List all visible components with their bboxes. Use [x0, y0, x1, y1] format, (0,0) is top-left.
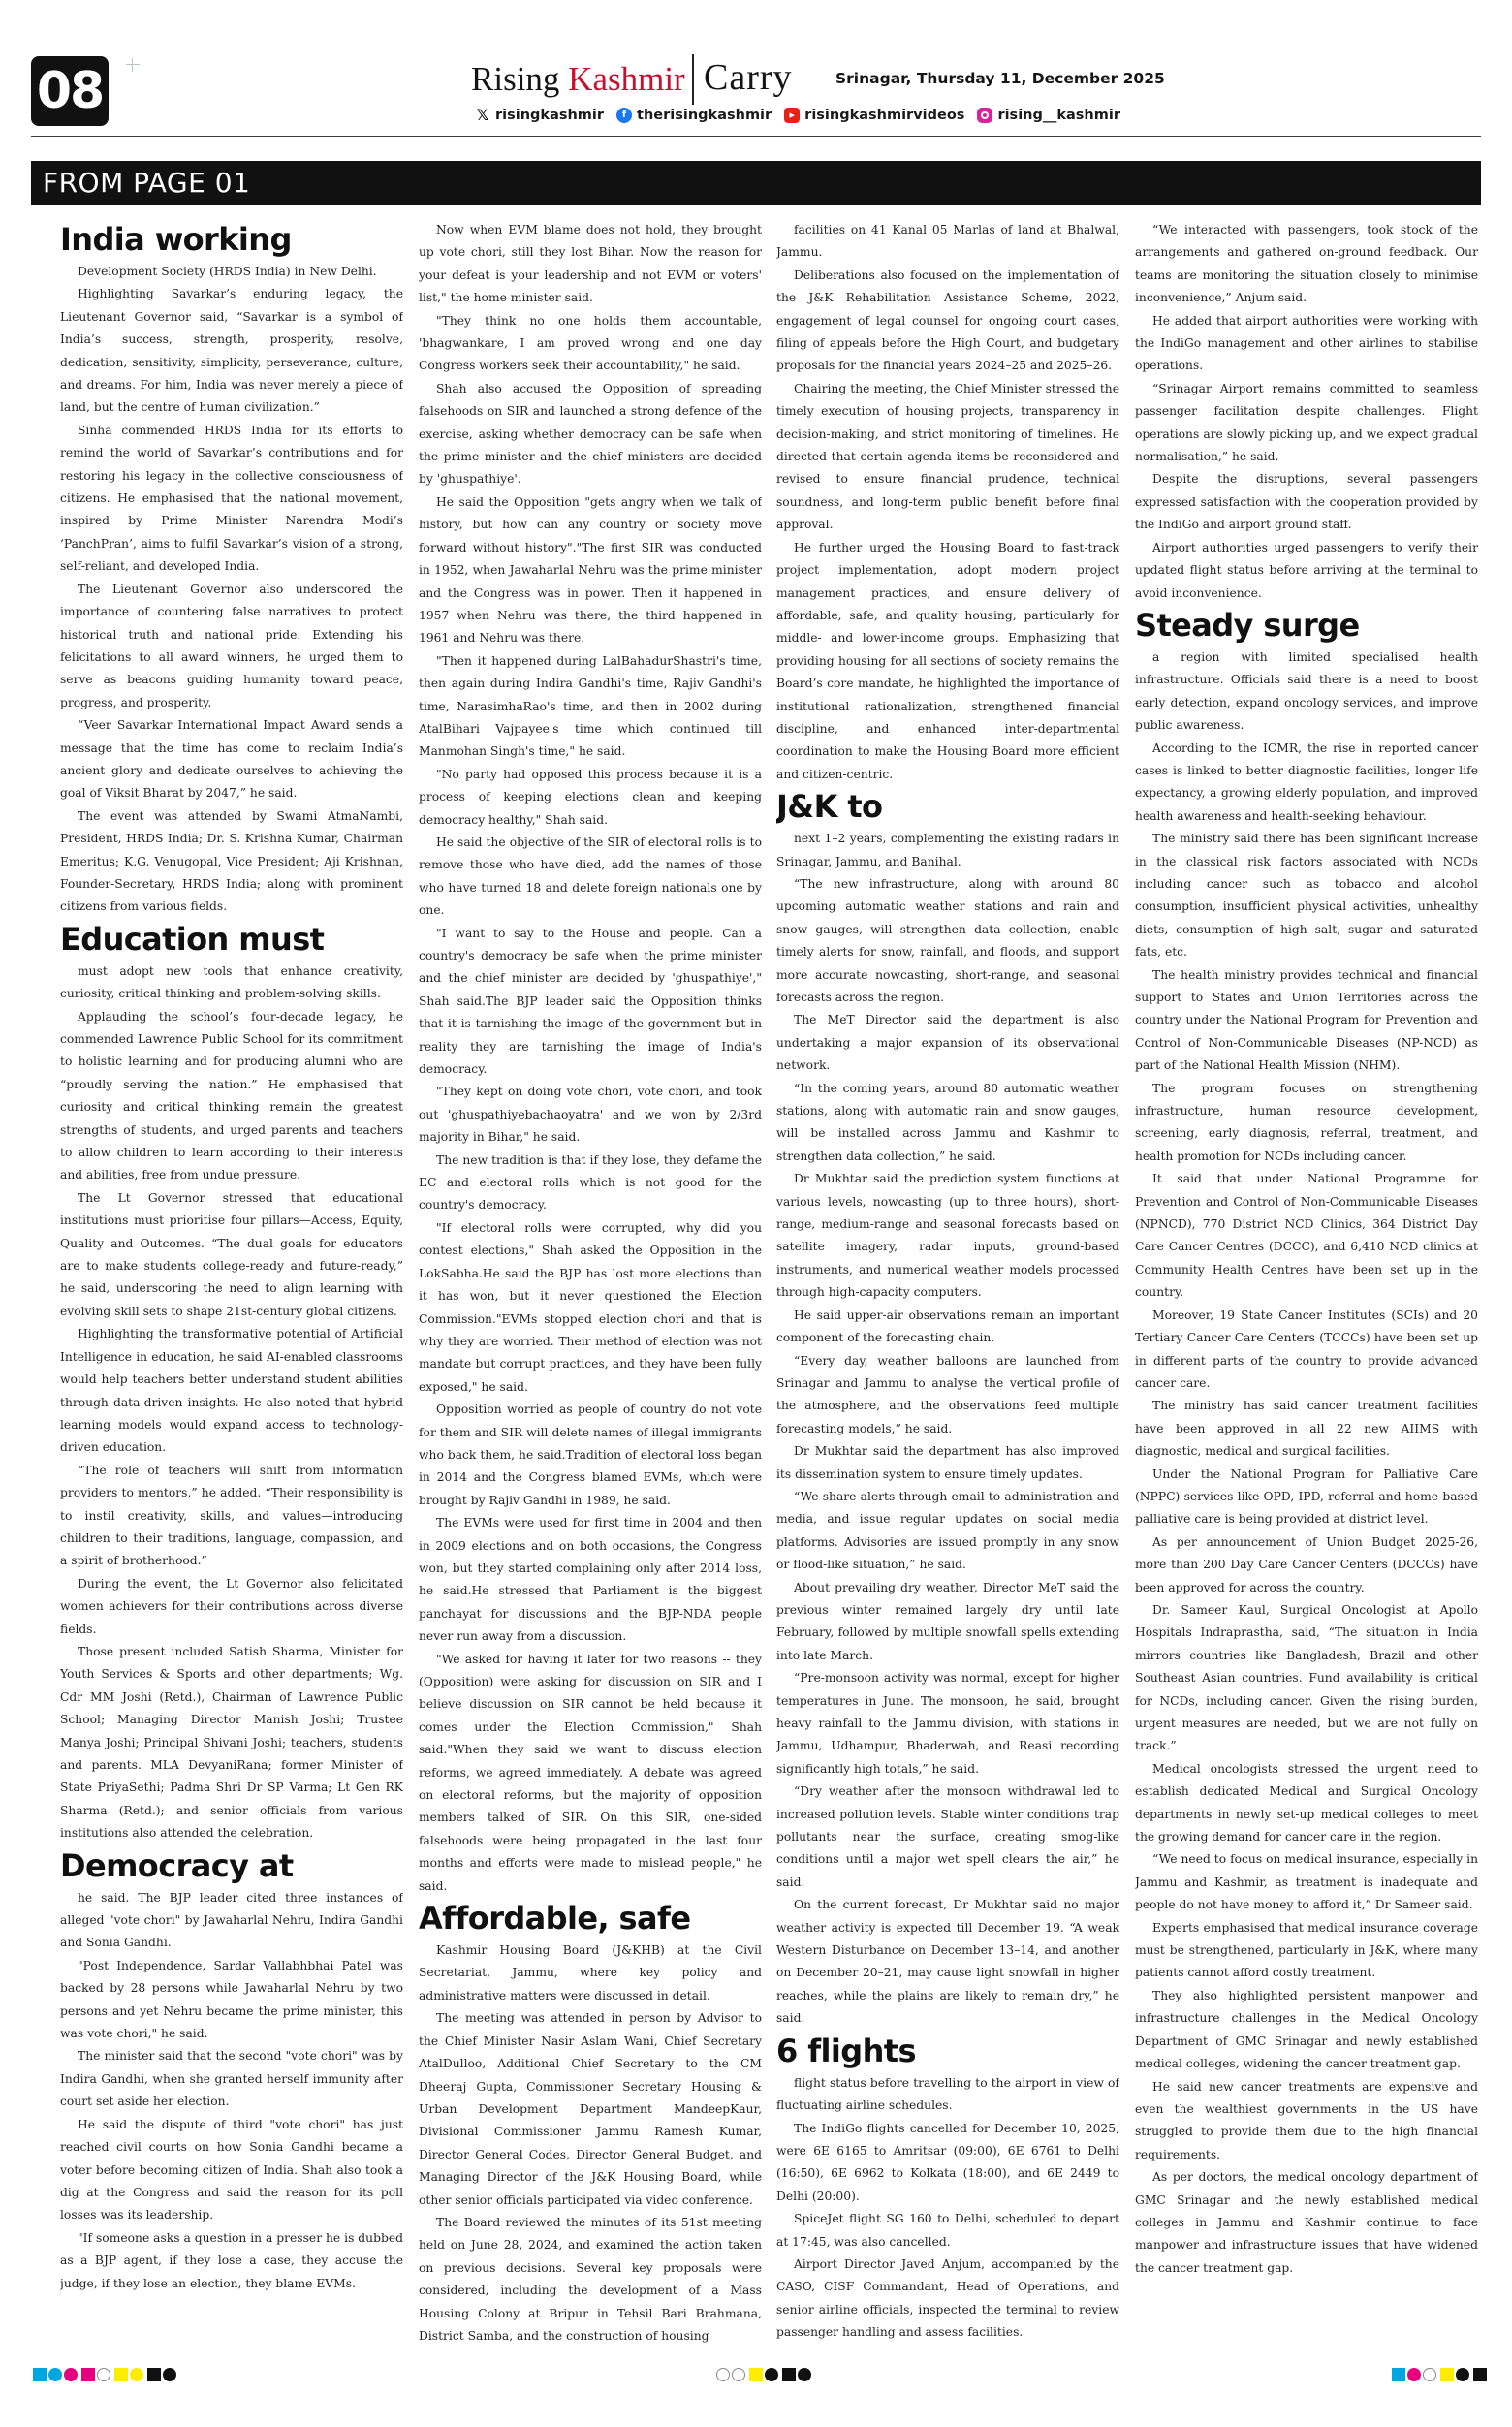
- print-color-bar-right: [1392, 2368, 1487, 2381]
- article-paragraph: The program focuses on strengthening infrastructure, human resource development, screening, early diagnosis, referral, treatment, and health promotion for NCDs including cancer.: [1135, 1081, 1478, 1163]
- instagram-icon: [977, 108, 992, 123]
- article-paragraph: Now when EVM blame does not hold, they brought up vote chori, still they lost Bihar. Now the reason for your defeat is your leadership and not EVM or voters' list," the home minister said.: [419, 223, 762, 305]
- article-paragraph: As per announcement of Union Budget 2025-26, more than 200 Day Care Cancer Centers (DCCCs) have been approved for across the country.: [1135, 1534, 1478, 1594]
- article-paragraph: Dr Mukhtar said the prediction system functions at various levels, nowcasting (up to three hours), short-range, medium-range and seasonal forecasts based on satellite imagery, radar inputs, ground-based instruments, and numerical weather models processed through high-capacity computers.: [776, 1172, 1119, 1300]
- article-paragraph: During the event, the Lt Governor also felicitated women achievers for their contributions across diverse fields.: [60, 1576, 403, 1636]
- article-paragraph: He said the objective of the SIR of electoral rolls is to remove those who have died, add the names of those who have turned 18 and delete foreign nationals one by one.: [419, 835, 762, 918]
- social-handle: rising__kashmir: [997, 108, 1120, 123]
- page-number: 08: [31, 56, 109, 126]
- social-instagram[interactable]: [977, 108, 1120, 123]
- article-paragraph: “The role of teachers will shift from information providers to mentors,” he added. “Their responsibility is to instil creativity, skills, and values—introducing children to their traditions, language, compassion, and a spirit of brotherhood.”: [60, 1463, 403, 1568]
- article-paragraph: “We interacted with passengers, took stock of the arrangements and gathered on-ground feedback. Our teams are monitoring the situation closely to minimise inconvenience,” Anjum said.: [1135, 223, 1478, 305]
- article-paragraph: Kashmir Housing Board (J&KHB) at the Civil Secretariat, Jammu, where key policy and administrative matters were discussed in detail.: [419, 1943, 762, 2002]
- section-banner: FROM PAGE 01: [31, 161, 1481, 205]
- article-paragraph: “Srinagar Airport remains committed to seamless passenger facilitation despite challenges. Flight operations are slowly picking up, and we expect gradual normalisation,” he said.: [1135, 381, 1478, 464]
- article-paragraph: a region with limited specialised health infrastructure. Officials said there is a need to boost early detection, expand oncology services, and improve public awareness.: [1135, 649, 1478, 733]
- article-paragraph: Highlighting the transformative potential of Artificial Intelligence in education, he said AI-enabled classrooms would help teachers better understand student abilities through data-driven insights. He also noted that hybrid learning models would expand access to technology-driven education.: [60, 1327, 403, 1455]
- article-paragraph: "They think no one holds them accountable, 'bhagwankare, I am proved wrong and one day Congress workers seek their accountability," he said.: [419, 313, 762, 373]
- article-paragraph: Applauding the school’s four-decade legacy, he commended Lawrence Public School for its commitment to holistic learning and for producing alumni who are “proudly serving the nation.” He emphasised that curiosity and critical thinking remain the greatest strengths of students, and urged parents and teachers to allow children to learn according to their interests and abilities, free from undue pressure.: [60, 1009, 403, 1182]
- article-paragraph: Despite the disruptions, several passengers expressed satisfaction with the cooperation provided by the IndiGo and airport ground staff.: [1135, 472, 1478, 532]
- article-paragraph: “We share alerts through email to administration and media, and issue regular updates on social media platforms. Advisories are issued promptly in any snow or flood-like situation,” he said.: [776, 1489, 1119, 1572]
- article-paragraph: Highlighting Savarkar’s enduring legacy, the Lieutenant Governor said, “Savarkar is a symbol of India’s success, strength, prosperity, resolve, dedication, sensitivity, simplicity, perseverance, culture, and dreams. For him, India was never merely a piece of land, but the centre of human civilization.”: [60, 287, 403, 415]
- article-headline: 6 flights: [776, 2032, 916, 2069]
- youtube-icon: ▶: [784, 108, 800, 123]
- article-paragraph: Chairing the meeting, the Chief Minister stressed the timely execution of housing projects, transparency in decision-making, and strict monitoring of timelines. He directed that certain agenda items be reconsidered and revised to ensure financial prudence, technical soundness, and long-term public benefit before final approval.: [776, 381, 1119, 532]
- header-rule: [31, 136, 1481, 137]
- article-paragraph: According to the ICMR, the rise in reported cancer cases is linked to better diagnostic facilities, longer life expectancy, a growing elderly population, and improved health awareness and health-seeking behaviour.: [1135, 741, 1478, 823]
- article-headline: Democracy at: [60, 1846, 294, 1884]
- article-paragraph: “Veer Savarkar International Impact Award sends a message that the time has come to reclaim India’s ancient glory and dedicate ourselves to achieving the goal of Viksit Bharat by 2047,” he said.: [60, 718, 403, 801]
- article-paragraph: The minister said that the second "vote chori" was by Indira Gandhi, when she granted herself immunity after court set aside her election.: [60, 2049, 403, 2109]
- facebook-icon: f: [616, 108, 632, 123]
- social-handles: [475, 105, 1133, 126]
- article-paragraph: Airport Director Javed Anjum, accompanied by the CASO, CISF Commandant, Head of Operations, and senior airline officials, inspected the terminal to review passenger handling and assess facilities.: [776, 2256, 1119, 2340]
- article-headline: J&K to: [776, 788, 883, 826]
- brand-kashmir: Kashmir: [568, 60, 685, 98]
- article-paragraph: The event was attended by Swami AtmaNambi, President, HRDS India; Dr. S. Krishna Kumar, Chairman Emeritus; K.G. Venugopal, Vice President; Aji Krishnan, Founder-Secretary, HRDS India; along with prominent citizens from various fields.: [60, 808, 403, 914]
- article-paragraph: The health ministry provides technical and financial support to States and Union Territories across the country under the National Program for Prevention and Control of Non-Communicable Diseases (NP-NCD) as part of the National Health Mission (NHM).: [1135, 967, 1478, 1073]
- article-paragraph: He said the dispute of third "vote chori" has just reached civil courts on how Sonia Gandhi became a voter before becoming citizen of India. Shah also took a dig at the Congress and said the reason for its poll losses was its leadership.: [60, 2117, 403, 2222]
- article-paragraph: Dr Mukhtar said the department has also improved its dissemination system to ensure timely updates.: [776, 1444, 1119, 1481]
- article-paragraph: The meeting was attended in person by Advisor to the Chief Minister Nasir Aslam Wani, Chief Secretary AtalDulloo, Additional Chief Secretary to the CM Dheeraj Gupta, Commissioner Secretary Housing & Urban Development Department MandeepKaur, Divisional Commissioner Jammu Ramesh Kumar, Director General Codes, Director General Budget, and Managing Director of the J&K Housing Board, while other senior officials participated via video conference.: [419, 2011, 762, 2207]
- article-paragraph: "If electoral rolls were corrupted, why did you contest elections," Shah asked the Opposition in the LokSabha.He said the BJP has lost more elections than it has won, but it never questioned the Election Commission."EVMs stopped election chori and that is why they are worried. Their method of election was not mandate but corrupt practices, and they have been fully exposed," he said.: [419, 1220, 762, 1394]
- article-paragraph: Those present included Satish Sharma, Minister for Youth Services & Sports and other departments; Wg. Cdr MM Joshi (Retd.), Chairman of Lawrence Public School; Managing Director Manish Joshi; Trustee Manya Joshi; Principal Shivani Joshi; teachers, students and parents. MLA DevyaniRana; former Minister of State PriyaSethi; Padma Shri Dr SP Varma; Lt Gen RK Sharma (Retd.); and senior officials from various institutions also attended the celebration.: [60, 1644, 403, 1841]
- article-paragraph: He added that airport authorities were working with the IndiGo management and other airlines to stabilise operations.: [1135, 313, 1478, 373]
- article-paragraph: The new tradition is that if they lose, they defame the EC and electoral rolls which is not good for the country's democracy.: [419, 1152, 762, 1213]
- article-paragraph: “In the coming years, around 80 automatic weather stations, along with automatic rain and snow gauges, will be installed across Jammu and Kashmir to strengthen data collection,” he said.: [776, 1081, 1119, 1163]
- article-paragraph: Development Society (HRDS India) in New Delhi.: [78, 265, 377, 278]
- article-paragraph: On the current forecast, Dr Mukhtar said no major weather activity is expected till December 19. “A weak Western Disturbance on December 13–14, and another on December 20–21, may cause light snowfall in higher reaches, while the plains are likely to remain dry,” he said.: [776, 1898, 1119, 2026]
- registration-mark: [126, 58, 140, 72]
- article-paragraph: The ministry has said cancer treatment facilities have been approved in all 22 new AIIMS with diagnostic, medical and surgical facilities.: [1135, 1399, 1478, 1459]
- article-paragraph: "I want to say to the House and people. Can a country's democracy be safe when the prime minister and the chief minister are decided by 'ghuspathiye'," Shah said.The BJP leader said the Opposition thinks that it is tarnishing the image of the government but in reality they are tarnishing the image of India's democracy.: [419, 926, 762, 1077]
- masthead-divider: [692, 54, 694, 105]
- column-2: [419, 219, 762, 2359]
- print-color-bar-center: [714, 2368, 811, 2381]
- masthead-logo: [471, 58, 685, 101]
- article-paragraph: facilities on 41 Kanal 05 Marlas of land at Bhalwal, Jammu.: [776, 223, 1119, 260]
- article-paragraph: Opposition worried as people of country do not vote for them and SIR will delete names of illegal immigrants who back them, he said.Tradition of electoral loss began in 2014 and the Congress blamed EVMs, which were brought by Rajiv Gandhi in 1989, he said.: [419, 1403, 762, 1507]
- brand-carry: Carry: [704, 57, 793, 98]
- article-paragraph: “Dry weather after the monsoon withdrawal led to increased pollution levels. Stable winter conditions trap pollutants near the surface, creating smog-like conditions until a major wet spell clears the air,” he said.: [776, 1784, 1119, 1889]
- brand-rising: Rising: [471, 60, 560, 98]
- article-paragraph: "Then it happened during LalBahadurShastri's time, then again during Indira Gandhi's time, Rajiv Gandhi's time, NarasimhaRao's time, and then in 2002 during AtalBihari Vajpayee's time which continued till Manmohan Singh's time," he said.: [419, 653, 762, 759]
- article-paragraph: He further urged the Housing Board to fast-track project implementation, adopt modern project management practices, and ensure delivery of affordable, safe, and quality housing, particularly for middle- and lower-income groups. Emphasizing that providing housing for all sections of society remains the Board’s core mandate, he highlighted the importance of institutional rationalization, strengthened financial discipline, and enhanced inter-departmental coordination to make the Housing Board more efficient and citizen-centric.: [776, 540, 1119, 781]
- article-paragraph: He said upper-air observations remain an important component of the forecasting chain.: [776, 1308, 1119, 1345]
- article-paragraph: They also highlighted persistent manpower and infrastructure challenges in the Medical Oncology Department of GMC Srinagar and newly established medical colleges, widening the cancer treatment gap.: [1135, 1988, 1478, 2071]
- article-paragraph: He said the Opposition "gets angry when we talk of history, but how can any country or society move forward without history"."The first SIR was conducted in 1952, when Jawaharlal Nehru was the prime minister and the Congress was in power. Then it happened in 1957 when Nehru was there, the third happened in 1961 and Nehru was there.: [419, 494, 762, 646]
- article-paragraph: flight status before travelling to the airport in view of fluctuating airline schedules.: [776, 2075, 1119, 2113]
- column-3: [776, 219, 1119, 2359]
- article-paragraph: Experts emphasised that medical insurance coverage must be strengthened, particularly in J&K, where many patients cannot afford costly treatment.: [1135, 1920, 1478, 1980]
- article-paragraph: Sinha commended HRDS India for its efforts to remind the world of Savarkar’s contributions and for restoring his legacy in the collective consciousness of citizens. He emphasised that the national movement, inspired by Prime Minister Narendra Modi’s ‘PanchPran’, aims to fulfil Savarkar’s vision of a strong, self-reliant, and developed India.: [60, 423, 403, 574]
- article-paragraph: He said new cancer treatments are expensive and even the wealthiest governments in the US have struggled to provide them due to the high financial requirements.: [1135, 2079, 1478, 2161]
- article-paragraph: SpiceJet flight SG 160 to Delhi, scheduled to depart at 17:45, was also cancelled.: [776, 2212, 1119, 2249]
- article-paragraph: Airport authorities urged passengers to verify their updated flight status before arriving at the terminal to avoid inconvenience.: [1135, 540, 1478, 600]
- article-paragraph: “We need to focus on medical insurance, especially in Jammu and Kashmir, as treatment is inadequate and people do not have money to afford it,” Dr Sameer said.: [1135, 1852, 1478, 1912]
- article-paragraph: "If someone asks a question in a presser he is dubbed as a BJP agent, if they lose a case, they accuse the judge, if they lose an election, they blame EVMs.: [60, 2230, 403, 2290]
- article-headline: Steady surge: [1135, 606, 1360, 644]
- social-handle: risingkashmirvideos: [804, 108, 965, 123]
- article-paragraph: Shah also accused the Opposition of spreading falsehoods on SIR and launched a strong defence of the exercise, asking whether democracy can be safe when the prime minister and the chief ministers are decided by 'ghuspathiye'.: [419, 381, 762, 487]
- x-icon: 𝕏: [476, 106, 489, 124]
- article-paragraph: As per doctors, the medical oncology department of GMC Srinagar and the newly established medical colleges in Jammu and Kashmir continue to face manpower and infrastructure issues that have widened the cancer treatment gap.: [1135, 2170, 1478, 2275]
- article-paragraph: Moreover, 19 State Cancer Institutes (SCIs) and 20 Tertiary Cancer Care Centers (TCCCs) have been set up in different parts of the country to provide advanced cancer care.: [1135, 1308, 1478, 1390]
- social-x[interactable]: [475, 108, 604, 123]
- social-youtube[interactable]: [784, 108, 964, 123]
- article-paragraph: Deliberations also focused on the implementation of the J&K Rehabilitation Assistance Scheme, 2022, engagement of legal counsel for ongoing court cases, filing of appeals before the High Court, and budgetary proposals for the financial years 2024–25 and 2025–26.: [776, 268, 1119, 373]
- article-paragraph: Medical oncologists stressed the urgent need to establish dedicated Medical and Surgical Oncology departments in newly set-up medical colleges to meet the growing demand for cancer care in the region.: [1135, 1761, 1478, 1844]
- article-paragraph: “Pre-monsoon activity was normal, except for higher temperatures in June. The monsoon, he said, brought heavy rainfall to the Jammu division, with stations in Jammu, Udhampur, Bhaderwah, and Reasi recording significantly high totals,” he said.: [776, 1671, 1119, 1776]
- article-paragraph: "We asked for having it later for two reasons -- they (Opposition) were asking for discussion on SIR and I believe discussion on SIR cannot be held because it comes under the Election Commission," Shah said."When they said we want to discuss election reforms, we agreed immediately. A debate was agreed on electoral reforms, but the majority of opposition members talked of SIR. On this SIR, one-sided falsehoods were being propagated in the last four months and efforts were made to mislead people," he said.: [419, 1652, 762, 1893]
- article-headline: India working: [60, 221, 292, 258]
- social-facebook[interactable]: [616, 108, 772, 123]
- article-paragraph: The ministry said there has been significant increase in the classical risk factors associated with NCDs including cancer such as tobacco and alcohol consumption, insufficient physical activities, unhealthy diets, consumption of high salt, sugar and saturated fats, etc.: [1135, 832, 1478, 960]
- article-paragraph: “Every day, weather balloons are launched from Srinagar and Jammu to analyse the vertical profile of the atmosphere, and the observations feed multiple forecasting models,” he said.: [776, 1353, 1119, 1435]
- dateline: Srinagar, Thursday 11, December 2025: [835, 70, 1165, 87]
- article-paragraph: “The new infrastructure, along with around 80 upcoming automatic weather stations and rain and snow gauges, will strengthen data collection, enable timely alerts for snow, rainfall, and floods, and support more accurate nowcasting, short-range, and seasonal forecasts across the region.: [776, 876, 1119, 1004]
- column-1: [60, 219, 403, 2359]
- article-paragraph: must adopt new tools that enhance creativity, curiosity, critical thinking and problem-solving skills.: [60, 963, 403, 1001]
- article-headline: Affordable, safe: [419, 1900, 691, 1938]
- article-paragraph: The Board reviewed the minutes of its 51st meeting held on June 28, 2024, and examined the action taken on previous decisions. Several key proposals were considered, including the development of a Mass Housing Colony at Bripur in Tehsil Bari Brahmana, District Samba, and the construction of housing: [419, 2215, 762, 2343]
- article-paragraph: Dr. Sameer Kaul, Surgical Oncologist at Apollo Hospitals Indraprastha, said, “The situation in India mirrors countries like Bangladesh, Brazil and other Southeast Asian countries. Fund availability is critical for NCDs, including cancer. Given the rising burden, urgent measures are needed, but we are not fully on track.”: [1135, 1602, 1478, 1753]
- article-paragraph: next 1–2 years, complementing the existing radars in Srinagar, Jammu, and Banihal.: [776, 832, 1119, 868]
- article-headline: Education must: [60, 920, 325, 958]
- article-paragraph: The MeT Director said the department is also undertaking a major expansion of its observational network.: [776, 1013, 1119, 1073]
- article-paragraph: The IndiGo flights cancelled for December 10, 2025, were 6E 6165 to Amritsar (09:00), 6E 6761 to Delhi (16:50), 6E 6962 to Kolkata (18:00), and 6E 2449 to Delhi (20:00).: [776, 2121, 1119, 2203]
- article-paragraph: The Lt Governor stressed that educational institutions must prioritise four pillars—Access, Equity, Quality and Outcomes. “The dual goals for educators are to make students college-ready and future-ready,” he said, underscoring the need to align learning with evolving skill sets to shape 21st-century global citizens.: [60, 1190, 403, 1318]
- article-paragraph: "Post Independence, Sardar Vallabhbhai Patel was backed by 28 persons while Jawaharlal Nehru by two persons and yet Nehru became the prime minister, this was vote chori," he said.: [60, 1958, 403, 2041]
- article-paragraph: The Lieutenant Governor also underscored the importance of countering false narratives to protect historical truth and national pride. Extending his felicitations to all award winners, he urged them to serve as beacons guiding humanity toward peace, progress, and prosperity.: [60, 582, 403, 709]
- article-paragraph: Under the National Program for Palliative Care (NPPC) services like OPD, IPD, referral and home based palliative care is being provided at district level.: [1135, 1466, 1478, 1527]
- article-paragraph: The EVMs were used for first time in 2004 and then in 2009 elections and on both occasions, the Congress won, but they started complaining only after 2014 loss, he said.He stressed that Parliament is the biggest panchayat for discussions and the BJP-NDA people never run away from a discussion.: [419, 1516, 762, 1644]
- article-paragraph: "They kept on doing vote chori, vote chori, and took out 'ghuspathiyebachaoyatra' and we won by 2/3rd majority in Bihar," he said.: [419, 1085, 762, 1145]
- print-color-bar-left: [33, 2368, 176, 2381]
- column-4: [1135, 219, 1478, 2359]
- article-paragraph: "No party had opposed this process because it is a process of keeping elections clean and keeping democracy healthy," Shah said.: [419, 767, 762, 827]
- article-paragraph: It said that under National Programme for Prevention and Control of Non-Communicable Diseases (NPNCD), 770 District NCD Clinics, 364 District Day Care Cancer Centres (DCCC), and 6,410 NCD clinics at Community Health Centres have been set up in the country.: [1135, 1172, 1478, 1300]
- social-handle: therisingkashmir: [637, 108, 772, 123]
- article-paragraph: he said. The BJP leader cited three instances of alleged "vote chori" by Jawaharlal Nehru, Indira Gandhi and Sonia Gandhi.: [60, 1890, 403, 1950]
- social-handle: risingkashmir: [495, 108, 605, 123]
- article-paragraph: About prevailing dry weather, Director MeT said the previous winter remained largely dry until late February, followed by multiple snowfall spells extending into late March.: [776, 1580, 1119, 1662]
